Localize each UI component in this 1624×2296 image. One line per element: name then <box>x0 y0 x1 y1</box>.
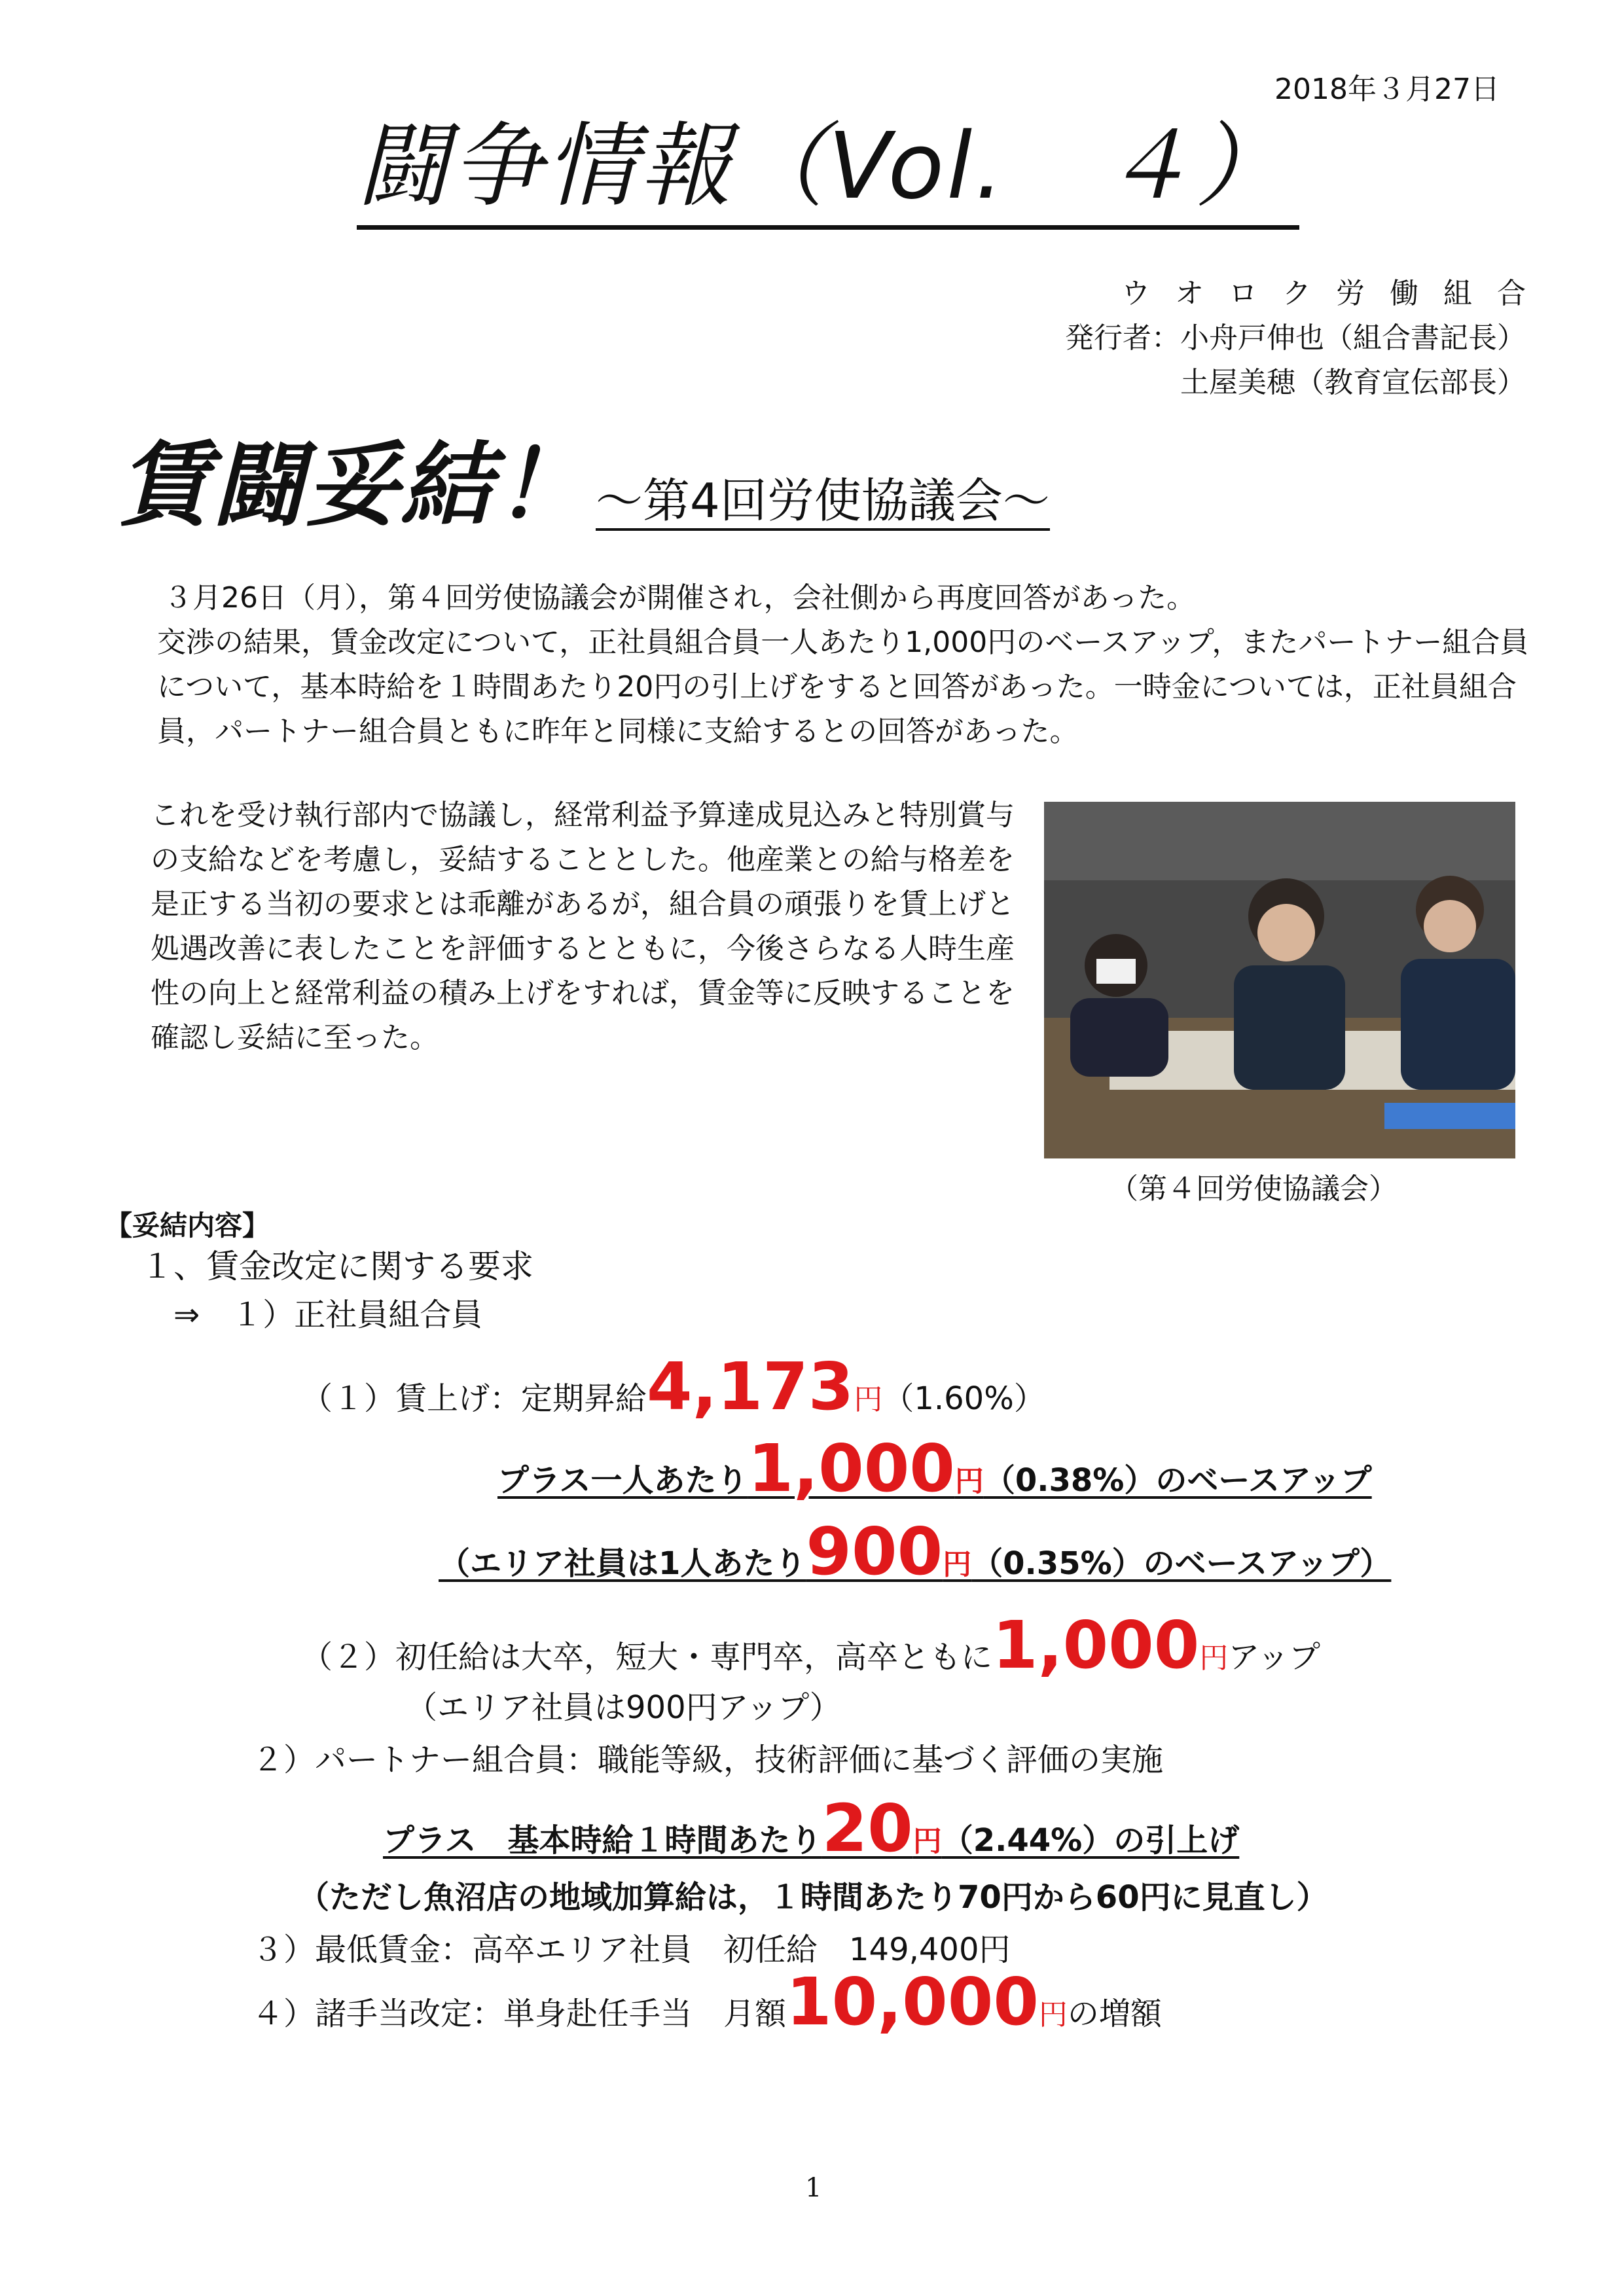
meeting-photo <box>1044 802 1515 1158</box>
partner-line: ２）パートナー組合員：職能等級，技術評価に基づく評価の実施 <box>252 1742 1164 1778</box>
base-suffix: （0.38%）のベースアップ <box>983 1462 1372 1499</box>
base-yen: 円 <box>954 1465 984 1498</box>
settlement-label: 【妥結内容】 <box>105 1210 270 1242</box>
allowance-line <box>252 1964 1162 2040</box>
headline-sub: ～第4回労使協議会～ <box>596 473 1050 531</box>
area-yen: 円 <box>943 1548 972 1581</box>
starting-area-line: （エリア社員は900円アップ） <box>406 1689 841 1726</box>
headline-main: 賃闘妥結！ <box>118 433 590 539</box>
starting-yen: 円 <box>1199 1641 1229 1675</box>
raise-yen: 円 <box>854 1383 883 1416</box>
partner-amount: 20 <box>821 1790 913 1867</box>
item-1-1-heading: ⇒ １）正社員組合員 <box>173 1297 483 1333</box>
publisher-line-1: 発行者：小舟戸伸也（組合書記長） <box>1065 321 1526 355</box>
allowance-amount: 10,000 <box>786 1964 1039 2040</box>
area-suffix: （0.35%）のベースアップ） <box>971 1545 1392 1582</box>
raise-suffix: （1.60%） <box>882 1380 1045 1417</box>
base-up-line <box>497 1430 1372 1507</box>
paragraph-3: これを受け執行部内で協議し，経常利益予算達成見込みと特別賞与の支給などを考慮し，妥結することとした。他産業との給与格差を是正する当初の要求とは乖離があるが，組合員の頑張りを賃上げと処遇改善に表したことを評価するとともに，今後さらなる人時生産性の向上と経常利益の積み上げをすれば，賃金等に反映することを確認し妥結に至った。 <box>151 798 1015 1054</box>
uonuma-note: （ただし魚沼店の地域加算給は，１時間あたり70円から60円に見直し） <box>298 1879 1328 1916</box>
raise-line <box>301 1348 1045 1425</box>
starting-salary-line <box>301 1607 1320 1683</box>
base-amount: 1,000 <box>748 1430 955 1507</box>
paragraph-2: 交渉の結果，賃金改定について，正社員組合員一人あたり1,000円のベースアップ，またパートナー組合員について，基本時給を１時間あたり20円の引上げをすると回答があった。一時金については，正社員組合員，パートナー組合員ともに昨年と同様に支給するとの回答があった。 <box>157 626 1529 748</box>
publisher-line-2: 土屋美穂（教育宣伝部長） <box>1180 366 1526 399</box>
allowance-prefix: ４）諸手当改定：単身赴任手当 月額 <box>252 1996 787 2032</box>
photo-caption: （第４回労使協議会） <box>1110 1172 1398 1206</box>
page-number: 1 <box>805 2173 822 2203</box>
area-prefix: （エリア社員は1人あたり <box>439 1545 806 1582</box>
starting-amount: 1,000 <box>992 1607 1200 1683</box>
partner-yen: 円 <box>912 1825 942 1858</box>
area-amount: 900 <box>806 1513 943 1590</box>
allowance-yen: 円 <box>1038 1998 1068 2032</box>
area-base-up-line <box>439 1513 1391 1590</box>
base-prefix: プラス一人あたり <box>497 1462 748 1499</box>
partner-raise-line <box>383 1790 1239 1867</box>
headline <box>118 412 1050 544</box>
raise-amount: 4,173 <box>647 1348 854 1425</box>
newsletter-title: 闘争情報（Vol. ４） <box>357 111 1299 230</box>
starting-prefix: （２）初任給は大卒，短大・専門卒，高卒ともに <box>301 1639 993 1676</box>
item-1-heading: １、賃金改定に関する要求 <box>141 1247 533 1285</box>
starting-suffix: アップ <box>1228 1639 1320 1676</box>
allowance-suffix: の増額 <box>1067 1996 1162 2032</box>
union-name: ウオロク労働組合 <box>1121 277 1551 310</box>
issue-date: 2018年３月27日 <box>1274 73 1500 106</box>
publisher-block <box>1065 272 1551 405</box>
meeting-photo-illustration <box>1044 802 1515 1158</box>
minimum-wage-line: ３）最低賃金：高卒エリア社員 初任給 149,400円 <box>252 1931 1011 1968</box>
raise-prefix: （１）賃上げ：定期昇給 <box>301 1380 647 1417</box>
paragraph-1: ３月26日（月），第４回労使協議会が開催され，会社側から再度回答があった。 <box>164 581 1196 615</box>
partner-prefix: プラス 基本時給１時間あたり <box>383 1822 822 1859</box>
partner-suffix: （2.44%）の引上げ <box>941 1822 1240 1859</box>
